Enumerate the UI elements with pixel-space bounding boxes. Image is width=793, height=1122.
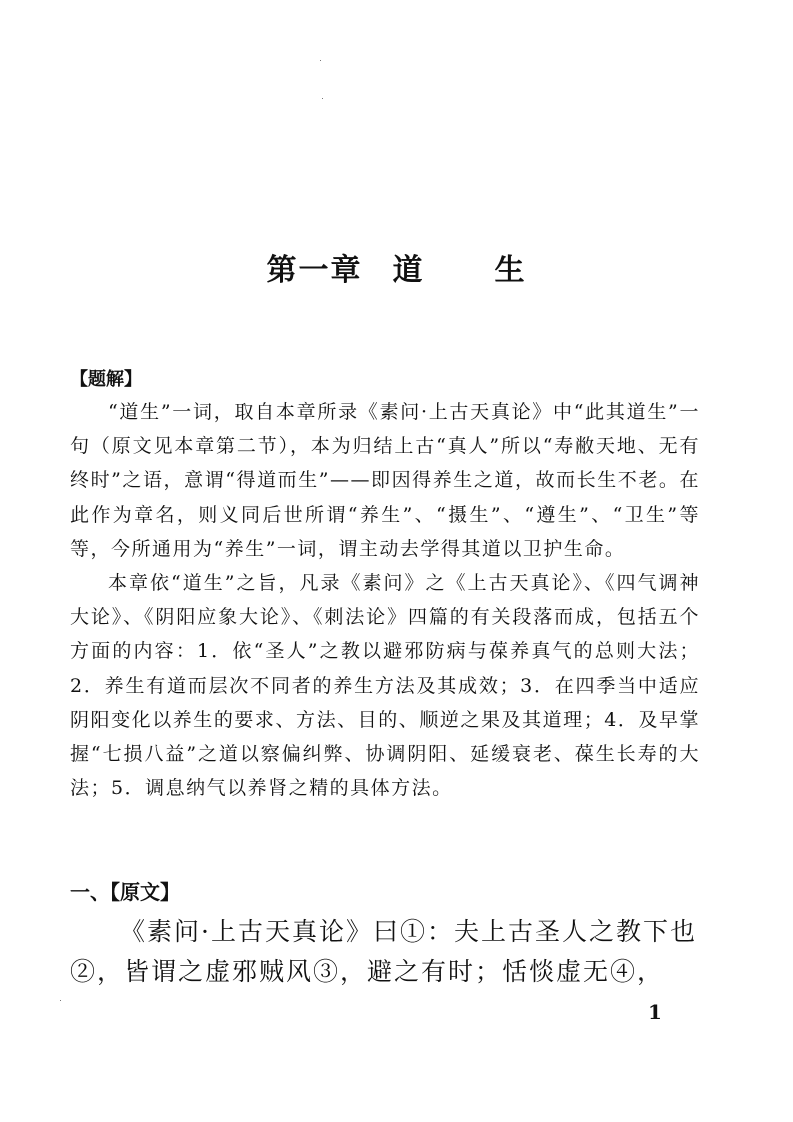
original-paragraph: 《素问·上古天真论》曰①：夫上古圣人之教下也②，皆谓之虚邪贼风③，避之有时；恬惔虚无④， <box>70 917 697 986</box>
scan-speck <box>60 1000 61 1001</box>
chapter-title-char-1: 道 <box>392 253 425 288</box>
intro-body <box>70 395 700 805</box>
chapter-number: 第一章 <box>266 253 363 288</box>
original-text <box>70 912 700 992</box>
page-number: 1 <box>648 1000 662 1024</box>
intro-paragraph-1: “道生”一词，取自本章所录《素问·上古天真论》中“此其道生”一句（原文见本章第二节），本为归结上古“真人”所以“寿敝天地、无有终时”之语，意谓“得道而生”——即因得养生之道，故而长生不老。在此作为章名，则义同后世所谓“养生”、“摄生”、“遵生”、“卫生”等等，今所通用为“养生”一词，谓主动去学得其道以卫护生命。 <box>70 401 700 560</box>
chapter-title <box>0 245 793 289</box>
intro-paragraph-2: 本章依“道生”之旨，凡录《素问》之《上古天真论》、《四气调神大论》、《阴阳应象大论》、《刺法论》四篇的有关段落而成，包括五个方面的内容：1．依“圣人”之教以避邪防病与葆养真气的总则大法；2．养生有道而层次不同者的养生方法及其成效；3．在四季当中适应阴阳变化以养生的要求、方法、目的、顺逆之果及其道理；4．及早掌握“七损八益”之道以察偏纠弊、协调阴阳、延缓衰老、葆生长寿的大法；5．调息纳气以养肾之精的具体方法。 <box>70 572 700 800</box>
scan-speck <box>320 60 321 61</box>
chapter-title-char-2: 生 <box>494 253 527 288</box>
scan-speck <box>322 98 323 99</box>
section-heading: 一、【原文】 <box>70 880 180 904</box>
intro-label: 【题解】 <box>70 369 142 390</box>
